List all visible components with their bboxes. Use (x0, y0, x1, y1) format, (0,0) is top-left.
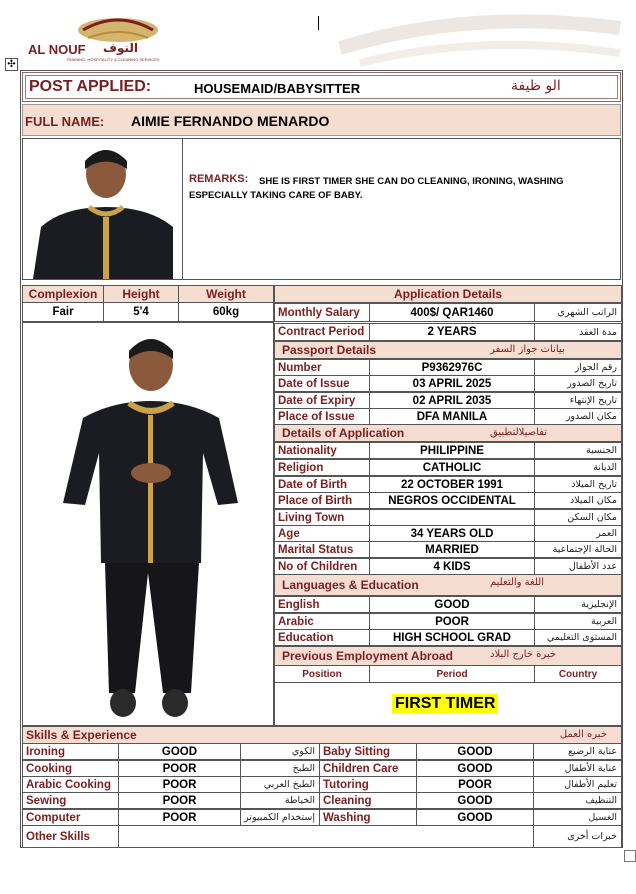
field-arabic: الحالة الإجتماعية (534, 541, 622, 558)
field-label: Education (274, 629, 370, 646)
field-arabic: المستوى التعليمي (534, 629, 622, 646)
portrait-photo (23, 139, 183, 279)
skills-arabic-title: خبره العمل (559, 729, 607, 740)
field-value: HIGH SCHOOL GRAD (369, 629, 535, 646)
field-arabic: عدد الأطفال (534, 558, 622, 575)
skill-right-value: GOOD (416, 809, 534, 826)
field-value: CATHOLIC (369, 459, 535, 476)
field-arabic: مكان السكن (534, 509, 622, 526)
skills-header-row (22, 726, 622, 744)
complexion-value: Fair (22, 302, 104, 322)
full-name-label: FULL NAME: (25, 114, 105, 129)
field-arabic: تاريخ الميلاد (534, 476, 622, 493)
table-resize-handle[interactable] (624, 850, 636, 862)
skill-right-value: GOOD (416, 760, 534, 777)
passport-details-header-arabic: بيانات جواز السفر (490, 344, 565, 355)
skill-right-arabic: عناية الرضيع (533, 743, 622, 760)
field-label: Religion (274, 459, 370, 476)
field-label: No of Children (274, 558, 370, 575)
post-applied-arabic: الو ظيفة (511, 78, 561, 94)
field-label: Date of Expiry (274, 392, 370, 409)
languages-education-header-title: Languages & Education (282, 578, 419, 592)
remarks-label: REMARKS: (189, 173, 249, 185)
skill-right-value: GOOD (416, 743, 534, 760)
skill-left-value: POOR (118, 776, 241, 793)
skill-left-arabic: الخياطة (240, 792, 320, 809)
field-value: NEGROS OCCIDENTAL (369, 492, 535, 509)
field-value: 400$/ QAR1460 (369, 303, 535, 322)
field-arabic: مكان الصدور (534, 408, 622, 425)
field-label: Arabic (274, 613, 370, 630)
details-of-application-header (274, 424, 622, 442)
skill-left-arabic: الكوي (240, 743, 320, 760)
details-of-application-header-title: Details of Application (282, 426, 405, 440)
languages-education-header-arabic: اللغة والتعليم (490, 577, 544, 588)
field-label: English (274, 596, 370, 613)
field-arabic: مدة العقد (534, 323, 622, 341)
skill-left-arabic: الطبخ العربي (240, 776, 320, 793)
text-cursor (318, 16, 319, 30)
skill-right-arabic: الغسيل (533, 809, 622, 826)
field-arabic: تاريخ الصدور (534, 375, 622, 392)
field-label: Place of Issue (274, 408, 370, 425)
post-applied-row (22, 72, 621, 102)
field-label: Nationality (274, 442, 370, 459)
skill-left-label: Ironing (22, 743, 119, 760)
field-value: POOR (369, 613, 535, 630)
field-value: 03 APRIL 2025 (369, 375, 535, 392)
field-value: 4 KIDS (369, 558, 535, 575)
employment-position-header: Position (274, 665, 370, 683)
field-label: Contract Period (274, 323, 370, 341)
field-arabic: الإنجليزية (534, 596, 622, 613)
field-label: Date of Issue (274, 375, 370, 392)
skill-left-arabic: الطبخ (240, 760, 320, 777)
field-value: P9362976C (369, 359, 535, 376)
other-skills-label: Other Skills (22, 825, 119, 848)
skill-right-value: POOR (416, 776, 534, 793)
field-label: Date of Birth (274, 476, 370, 493)
field-arabic: العمر (534, 525, 622, 542)
field-value: GOOD (369, 596, 535, 613)
skill-right-label: Washing (319, 809, 417, 826)
post-applied-value: HOUSEMAID/BABYSITTER (194, 81, 361, 96)
field-arabic: تاريخ الإنتهاء (534, 392, 622, 409)
first-timer-highlight: FIRST TIMER (392, 694, 498, 714)
skills-title: Skills & Experience (26, 728, 137, 742)
other-skills-value[interactable] (118, 825, 534, 848)
company-logo (28, 8, 178, 64)
skill-right-arabic: عناية الأطفال (533, 760, 622, 777)
header-decoration (320, 8, 630, 68)
field-arabic: الديانة (534, 459, 622, 476)
post-applied-label: POST APPLIED: (29, 78, 152, 95)
skill-right-label: Tutoring (319, 776, 417, 793)
field-label: Living Town (274, 509, 370, 526)
height-header: Height (103, 285, 179, 303)
field-value: PHILIPPINE (369, 442, 535, 459)
skill-right-arabic: تعليم الأطفال (533, 776, 622, 793)
field-label: Monthly Salary (274, 303, 370, 322)
skill-left-label: Sewing (22, 792, 119, 809)
field-value (369, 509, 535, 526)
field-label: Age (274, 525, 370, 542)
logo-brand-text: AL NOUF (28, 42, 86, 57)
passport-details-header-title: Passport Details (282, 343, 377, 357)
skill-right-label: Children Care (319, 760, 417, 777)
full-name-value: AIMIE FERNANDO MENARDO (131, 113, 330, 129)
weight-header: Weight (178, 285, 274, 303)
skill-left-label: Cooking (22, 760, 119, 777)
employment-period-header: Period (369, 665, 535, 683)
previous-employment-header-title: Previous Employment Abroad (282, 649, 453, 663)
field-value: 34 YEARS OLD (369, 525, 535, 542)
employment-country-header: Country (534, 665, 622, 683)
field-label: Marital Status (274, 541, 370, 558)
field-arabic: رقم الجواز (534, 359, 622, 376)
previous-employment-header (274, 646, 622, 666)
skill-left-value: POOR (118, 792, 241, 809)
table-move-handle-icon[interactable]: ✣ (5, 58, 18, 71)
field-label: Place of Birth (274, 492, 370, 509)
logo-arabic-text: النوف (103, 41, 138, 55)
field-arabic: الجنسية (534, 442, 622, 459)
passport-details-header (274, 341, 622, 359)
field-label: Number (274, 359, 370, 376)
remarks-text: SHE IS FIRST TIMER SHE CAN DO CLEANING, IRONING, WASHING ESPECIALLY TAKING CARE OF BABY. (189, 176, 564, 201)
skill-left-arabic: إستخدام الكمبيوتر (240, 809, 320, 826)
previous-employment-header-arabic: خبرة خارج البلاد (490, 649, 557, 660)
skill-left-value: POOR (118, 760, 241, 777)
skill-left-value: POOR (118, 809, 241, 826)
field-value: 2 YEARS (369, 323, 535, 341)
field-value: 22 OCTOBER 1991 (369, 476, 535, 493)
details-of-application-header-arabic: تفاصيلالتطبيق (490, 427, 548, 438)
skill-left-value: GOOD (118, 743, 241, 760)
photo-remarks-row (22, 138, 621, 280)
other-skills-arabic: خبرات أخرى (533, 825, 622, 848)
field-value: MARRIED (369, 541, 535, 558)
skill-left-label: Computer (22, 809, 119, 826)
field-value: DFA MANILA (369, 408, 535, 425)
full-name-row (22, 104, 621, 136)
field-arabic: العربية (534, 613, 622, 630)
weight-value: 60kg (178, 302, 274, 322)
skill-right-label: Baby Sitting (319, 743, 417, 760)
application-details-header: Application Details (274, 285, 622, 303)
field-arabic: مكان الميلاد (534, 492, 622, 509)
skill-right-arabic: التنظيف (533, 792, 622, 809)
skill-left-label: Arabic Cooking (22, 776, 119, 793)
field-value: 02 APRIL 2035 (369, 392, 535, 409)
height-value: 5'4 (103, 302, 179, 322)
full-body-photo (22, 322, 274, 726)
field-arabic: الراتب الشهري (534, 303, 622, 322)
skill-right-value: GOOD (416, 792, 534, 809)
skill-right-label: Cleaning (319, 792, 417, 809)
languages-education-header (274, 574, 622, 596)
complexion-header: Complexion (22, 285, 104, 303)
logo-tagline: TRAINING, HOSPITALITY & CLEANING SERVICES (66, 57, 160, 62)
